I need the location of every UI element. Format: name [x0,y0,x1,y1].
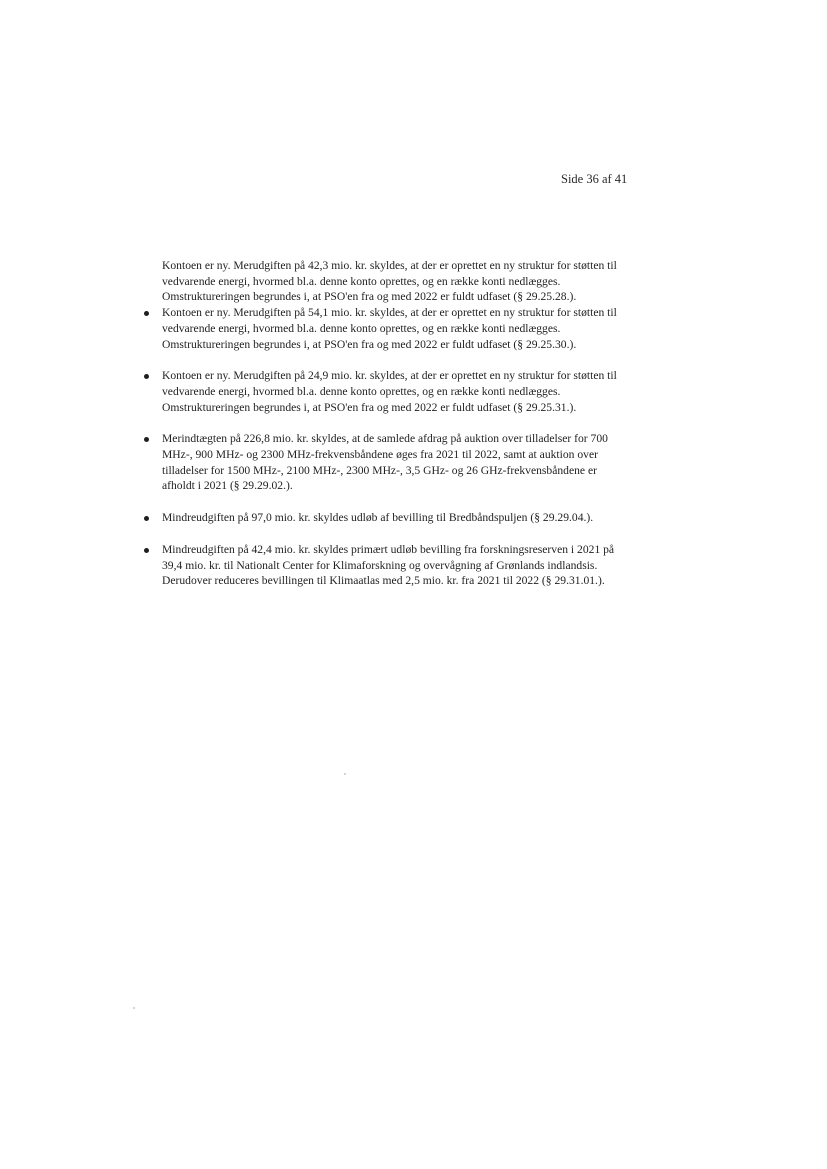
page-number: Side 36 af 41 [561,172,628,186]
bullet-icon [144,516,149,521]
scan-speck [344,773,346,775]
list-item-text: Kontoen er ny. Merudgiften på 54,1 mio. kr. skyldes, at der er oprettet en ny struktur for støtten til vedvarende energi, hvormed bl.a. denne konto oprettes, og en række konti nedlægges. Omstruktureringen begrundes i, at PSO'en fra og med 2022 er fuldt udfaset (§ 29.25.30.). [162,306,617,351]
bullet-icon [144,311,149,316]
intro-paragraph: Kontoen er ny. Merudgiften på 42,3 mio. kr. skyldes, at der er oprettet en ny struktur for støtten til vedvarende energi, hvormed bl.a. denne konto oprettes, og en række konti nedlægges. Omstruktureringen begrundes i, at PSO'en fra og med 2022 er fuldt udfaset (§ 29.25.28.). [162,259,617,304]
scan-speck [133,1007,135,1009]
list-item [162,368,632,415]
list-item [162,542,632,589]
document-body [162,258,632,589]
list-item [162,431,632,494]
list-item-text: Mindreudgiften på 42,4 mio. kr. skyldes primært udløb bevilling fra forskningsreserven i 2021 på 39,4 mio. kr. til Nationalt Center for Klimaforskning og overvågning af Grønlands indlandsis. Derudover reduceres bevillingen til Klimaatlas med 2,5 mio. kr. fra 2021 til 2022 (§ 29.31.01.). [162,542,615,588]
bullet-list [162,305,632,589]
list-item [162,510,632,526]
list-item-text: Merindtægten på 226,8 mio. kr. skyldes, at de samlede afdrag på auktion over tilladelser for 700 MHz-, 900 MHz- og 2300 MHz-frekvensbåndene øges fra 2021 til 2022, samt at auktion over tilladelser for 1500 MHz-, 2100 MHz-, 2300 MHz-, 3,5 GHz- og 26 GHz-frekvensbåndene er afholdt i 2021 (§ 29.29.02.). [162,432,608,493]
bullet-icon [144,437,149,442]
list-item [162,305,632,352]
list-item-text: Kontoen er ny. Merudgiften på 24,9 mio. kr. skyldes, at der er oprettet en ny struktur for støtten til vedvarende energi, hvormed bl.a. denne konto oprettes, og en række konti nedlægges. Omstruktureringen begrundes i, at PSO'en fra og med 2022 er fuldt udfaset (§ 29.25.31.). [162,369,617,414]
bullet-icon [144,548,149,553]
list-item-text: Mindreudgiften på 97,0 mio. kr. skyldes udløb af bevilling til Bredbåndspuljen (§ 29.29.04.). [162,511,594,525]
bullet-icon [144,374,149,379]
